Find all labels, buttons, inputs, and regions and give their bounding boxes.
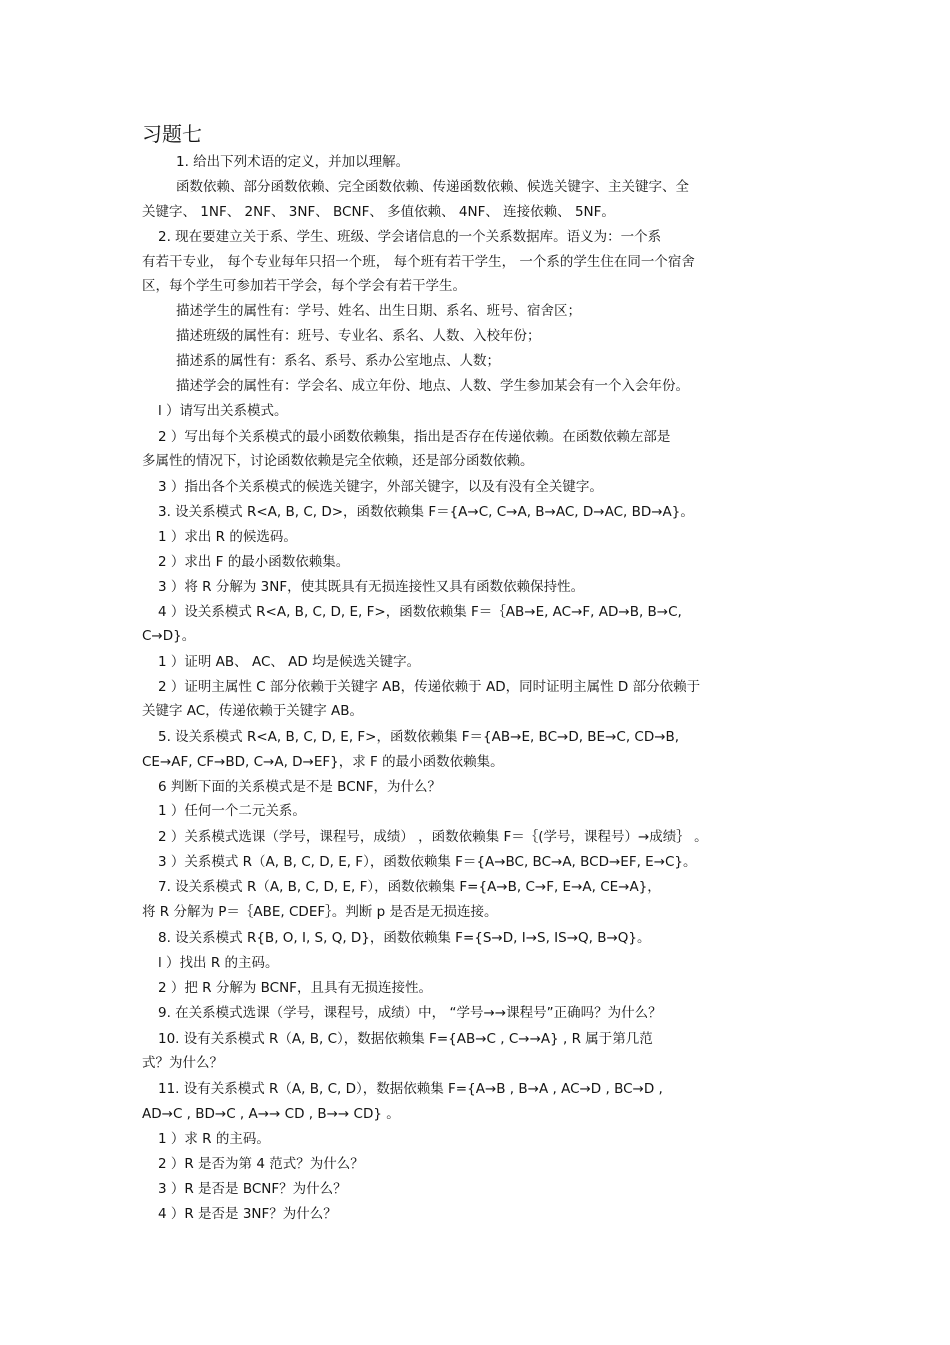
class-attributes: 描述班级的属性有：班号、专业名、系名、人数、入校年份； <box>176 328 541 344</box>
department-attributes: 描述系的属性有：系名、系号、系办公室地点、人数； <box>176 353 500 369</box>
question-4-line-1: 4 ）设关系模式 R<A, B, C, D, E, F>，函数依赖集 F＝｛AB→E, AC→F, AD→B, B→C, <box>158 604 682 620</box>
question-2-sub-2-line-1: 2 ）写出每个关系模式的最小函数依赖集，指出是否存在传递依赖。在函数依赖左部是 <box>158 429 671 445</box>
question-9: 9. 在关系模式选课（学号，课程号，成绩）中， “学号→→课程号”正确吗？为什么？ <box>158 1005 662 1021</box>
question-4-line-2: C→D}。 <box>142 628 196 644</box>
question-8-sub-2: 2 ）把 R 分解为 BCNF，且具有无损连接性。 <box>158 980 432 996</box>
question-11-line-1: 11. 设有关系模式 R（A, B, C, D），数据依赖集 F={A→B , B→A , AC→D , BC→D , <box>158 1081 663 1097</box>
question-2-sub-2-line-2: 多属性的情况下，讨论函数依赖是完全依赖，还是部分函数依赖。 <box>142 453 534 469</box>
question-10-line-1: 10. 设有关系模式 R（A, B, C），数据依赖集 F={AB→C , C→→A} , R 属于第几范 <box>158 1031 653 1047</box>
question-6-sub-1: 1 ）任何一个二元关系。 <box>158 803 306 819</box>
question-11-sub-4: 4 ）R 是否是 3NF？为什么？ <box>158 1206 337 1222</box>
question-10-line-2: 式？为什么？ <box>142 1055 223 1071</box>
question-6: 6 判断下面的关系模式是不是 BCNF，为什么？ <box>158 779 441 795</box>
question-2-line-3: 区，每个学生可参加若干学会，每个学会有若干学生。 <box>142 278 466 294</box>
question-3: 3. 设关系模式 R<A, B, C, D>，函数依赖集 F＝{A→C, C→A, B→AC, D→AC, BD→A}。 <box>158 504 694 520</box>
question-8-sub-1: l ）找出 R 的主码。 <box>158 955 279 971</box>
exercise-title: 习题七 <box>142 122 202 146</box>
question-5-line-2: CE→AF, CF→BD, C→A, D→EF}，求 F 的最小函数依赖集。 <box>142 754 504 770</box>
question-5-line-1: 5. 设关系模式 R<A, B, C, D, E, F>，函数依赖集 F＝{AB→E, BC→D, BE→C, CD→B, <box>158 729 680 745</box>
question-3-sub-2: 2 ）求出 F 的最小函数依赖集。 <box>158 554 350 570</box>
question-1: 1. 给出下列术语的定义，并加以理解。 <box>176 154 410 170</box>
question-3-sub-3: 3 ）将 R 分解为 3NF，使其既具有无损连接性又具有函数依赖保持性。 <box>158 579 585 595</box>
question-8: 8. 设关系模式 R{B, O, I, S, Q, D}，函数依赖集 F={S→D, I→S, IS→Q, B→Q}。 <box>158 930 651 946</box>
question-1-terms-line-2: 关键字、 1NF、 2NF、 3NF、 BCNF、 多值依赖、 4NF、 连接依赖、 5NF。 <box>142 204 615 220</box>
question-2-sub-1: l ）请写出关系模式。 <box>158 403 288 419</box>
question-4-sub-2-line-2: 关键字 AC，传递依赖于关键字 AB。 <box>142 703 364 719</box>
society-attributes: 描述学会的属性有：学会名、成立年份、地点、人数、学生参加某会有一个入会年份。 <box>176 378 689 394</box>
question-4-sub-2-line-1: 2 ）证明主属性 C 部分依赖于关键字 AB，传递依赖于 AD，同时证明主属性 D 部分依赖于 <box>158 679 701 695</box>
question-2-line-2: 有若干专业， 每个专业每年只招一个班， 每个班有若干学生， 一个系的学生住在同一个宿舍 <box>142 254 695 270</box>
question-11-sub-1: 1 ）求 R 的主码。 <box>158 1131 270 1147</box>
question-6-sub-2: 2 ）关系模式选课（学号，课程号，成绩） ，函数依赖集 F＝｛(学号，课程号）→成绩｝ 。 <box>158 829 708 845</box>
question-6-sub-3: 3 ）关系模式 R（A, B, C, D, E, F），函数依赖集 F＝{A→BC, BC→A, BCD→EF, E→C}。 <box>158 854 697 870</box>
question-7-line-2: 将 R 分解为 P＝｛ABE, CDEF｝。判断 p 是否是无损连接。 <box>142 904 498 920</box>
question-4-sub-1: 1 ）证明 AB、 AC、 AD 均是候选关键字。 <box>158 654 421 670</box>
question-11-sub-3: 3 ）R 是否是 BCNF？为什么？ <box>158 1181 347 1197</box>
question-3-sub-1: 1 ）求出 R 的候选码。 <box>158 529 297 545</box>
question-7-line-1: 7. 设关系模式 R（A, B, C, D, E, F），函数依赖集 F={A→B, C→F, E→A, CE→A}， <box>158 879 661 895</box>
question-11-line-2: AD→C , BD→C , A→→ CD , B→→ CD} 。 <box>142 1106 400 1122</box>
question-11-sub-2: 2 ）R 是否为第 4 范式？为什么？ <box>158 1156 364 1172</box>
student-attributes: 描述学生的属性有：学号、姓名、出生日期、系名、班号、宿舍区； <box>176 303 581 319</box>
question-1-terms-line-1: 函数依赖、部分函数依赖、完全函数依赖、传递函数依赖、候选关键字、主关键字、全 <box>176 179 689 195</box>
question-2-line-1: 2. 现在要建立关于系、学生、班级、学会诸信息的一个关系数据库。语义为：一个系 <box>158 229 662 245</box>
question-2-sub-3: 3 ）指出各个关系模式的候选关键字，外部关键字，以及有没有全关键字。 <box>158 479 603 495</box>
